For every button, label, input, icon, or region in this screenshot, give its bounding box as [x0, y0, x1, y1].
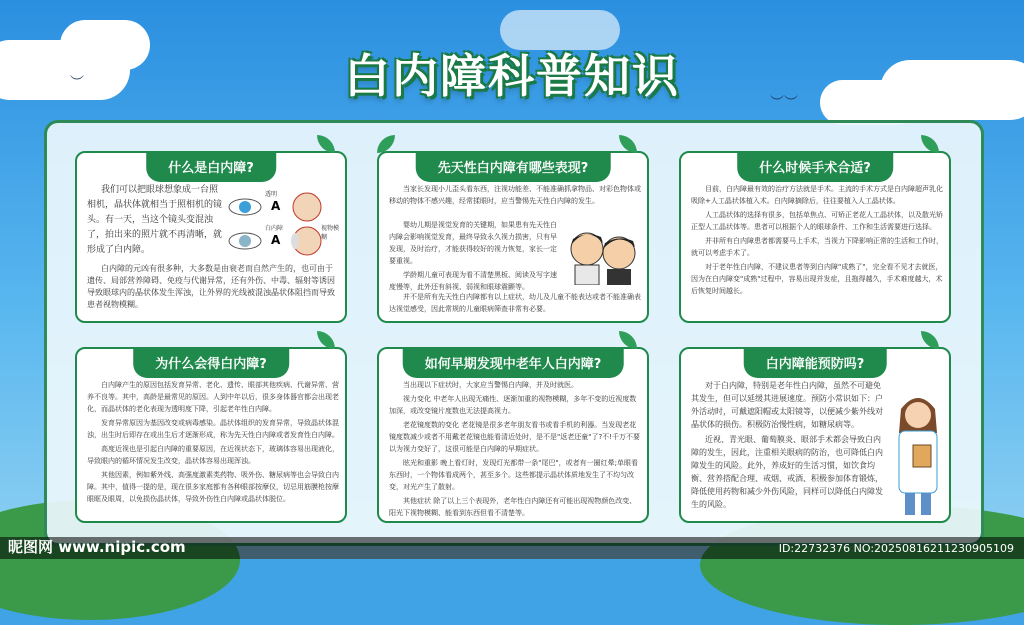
paragraph: 对于老年性白内障，不建议患者等到白内障"成熟了"，完全看不见才去就医，因为在白内障变"成熟"过程中，容易出现并发症，且拖得越久，手术难度越大，术后恢复时间越长。 [691, 263, 943, 295]
paragraph: 并非所有白内障患者都需要马上手术，当视力下降影响正常的生活和工作时，就可以考虑手术了。 [691, 237, 943, 257]
paragraph: 近视、青光眼、葡萄膜炎、眼部手术都会导致白内障的发生，因此，注重相关眼病的防治，也可降低白内障发生的风险。此外，养成好的生活习惯，如饮食均衡、营养搭配合理、戒烟、戒酒、积极参加体育锻炼，降低使用药物和减少外伤风险，同样可以降低白内障发生的风险。 [691, 435, 883, 509]
card-early-detection [377, 347, 649, 523]
card-body [87, 183, 222, 260]
watermark-logo: 昵图网 www.nipic.com [8, 538, 186, 556]
diagram-label: 白内障 [265, 225, 284, 232]
diagram-label: A [271, 199, 281, 213]
paragraph: 并不是所有先天性白内障都有以上症状，幼儿及儿童不能表达或者不能准确表达视觉感受，因此常规的儿童眼病筛查非常有必要。 [389, 293, 641, 313]
diagram-label: 视物模糊 [321, 225, 340, 241]
watermark-bar [0, 537, 1024, 559]
card-body [87, 263, 339, 313]
diagram-label: 透明 [265, 191, 278, 198]
card-body [389, 219, 561, 295]
card-prevention [679, 347, 951, 523]
card-heading: 白内障能预防吗? [744, 347, 887, 378]
paragraph: 视力变化 中老年人出现无痛性、逐渐加重的视物模糊，多年不变的近视度数加深，或改变镜片度数也无法提高视力。 [389, 395, 637, 415]
paragraph: 眩光和重影 晚上看灯时，发现灯光都带一条"尾巴"，或者有一圈红晕;单眼看东西时，一个物体看成两个，甚至多个。这些都提示晶状体质地发生了不均匀改变，对光产生了散射。 [389, 459, 639, 491]
paragraph: 学龄期儿童可表现为看不清楚黑板、阅读及写字速度慢等，此外还有斜视、弱视和眼球震颤等。 [389, 271, 557, 291]
content-board [44, 120, 984, 546]
paragraph: 高度近视也是引起白内障的重要原因，在近视状态下，玻璃体容易出现液化，导致眼内的循环情况发生改变，晶状体容易出现浑浊。 [87, 445, 339, 465]
card-heading: 如何早期发现中老年人白内障? [403, 347, 624, 378]
paragraph: 白内障的元凶有很多种，大多数是由衰老而自然产生的，也可由于遗传、局部营养障碍、免疫与代谢异常，还有外伤、中毒、辐射等诱因导致眼球内的晶状体发生浑浊，让外界的光线被混浊晶状体阻挡而导致患者视物模糊。 [87, 264, 335, 309]
paragraph: 其他症状 除了以上三个表现外，老年性白内障还有可能出现视物颜色改变、阳光下视物模糊、能看到东西但看不清楚等。 [389, 497, 637, 517]
paragraph: 其他因素，例如紫外线、高强度激素类药物、吸外伤、糖尿病等也会导致白内障。其中，值得一提的是，现在很多家庭都有各种眼部按摩仪，切忌用筋膜枪按摩眼眶及眼周，以免损伤晶状体，导致外伤性白内障或晶状体脱位。 [87, 471, 339, 503]
card-heading: 为什么会得白内障? [133, 347, 289, 378]
card-body [389, 379, 641, 521]
boys-cartoon-icon [565, 221, 643, 285]
paragraph: 我们可以把眼球想象成一台照相机，晶状体就相当于照相机的镜头。有一天，当这个镜头变混浊了，拍出来的照片就不再清晰，就形成了白内障。 [87, 185, 223, 255]
paragraph: 发育异常原因为基因改变或病毒感染。晶状体组织的发育异常，导致晶状体混浊，出生时后即存在或出生后才逐渐形成，称为先天性白内障或者发育性白内障。 [87, 419, 339, 439]
paragraph: 人工晶状体的选择有很多，包括单焦点、可矫正老花人工晶状体，以及散光矫正型人工晶状体等。患者可以根据个人的眼球条件、工作和生活需要进行选择。 [691, 211, 943, 231]
paragraph: 当出现以下症状时，大家应当警惕白内障，并及时就医。 [403, 381, 578, 389]
card-heading: 什么是白内障? [146, 151, 276, 182]
diagram-label: A [271, 233, 281, 247]
paragraph: 婴幼儿期是视觉发育的关键期，如果患有先天性白内障会影响视觉发育，最终导致永久视力损害，只有早发现，及时治疗，才能获得较好的视力恢复，家长一定要重视。 [389, 221, 557, 265]
card-heading: 先天性白内障有哪些表现? [416, 151, 611, 182]
eye-illustration [227, 189, 339, 263]
paragraph: 目前，白内障最有效的治疗方法就是手术。主流的手术方式是白内障超声乳化吸除+人工晶状体植入术。白内障摘除后，往往要植入人工晶状体。 [691, 185, 943, 205]
card-heading: 什么时候手术合适? [737, 151, 893, 182]
card-surgery-timing [679, 151, 951, 323]
card-body [389, 291, 641, 317]
doctor-cartoon-icon [889, 389, 947, 519]
card-congenital-cataract [377, 151, 649, 323]
paragraph: 老花镜度数的变化 老花镜是很多老年朋友看书或看手机的利器。当发现老花镜度数减少或者不用戴老花镜也能看清近处时，是不是"返老还童"了?不!千万不要以为视力变好了，这很可能是白内障的早期症状。 [389, 421, 640, 453]
card-body [87, 379, 339, 507]
doctor-illustration [889, 389, 947, 519]
children-illustration [565, 221, 643, 285]
card-body [389, 183, 641, 209]
card-body [691, 183, 943, 299]
card-causes [75, 347, 347, 523]
card-what-is-cataract [75, 151, 347, 323]
bird-icon: ︶ [70, 75, 84, 91]
paragraph: 白内障产生的原因包括发育异常、老化、遗传、眼部其他疾病、代谢异常、营养不良等。其中，高龄是最常见的原因。人到中年以后，很多身体器官都会出现老化，而晶状体的老化表现为透明度下降，引起老年性白内障。 [87, 381, 339, 413]
watermark-id: ID:22732376 NO:20250816211230905109 [778, 542, 1014, 555]
bird-icon: ︶︶ [770, 95, 798, 111]
paragraph: 对于白内障，特别是老年性白内障，虽然不可避免其发生，但可以延缓其进展速度。预防小常识如下：户外活动时，可戴遮阳帽或太阳镜等，以便减少紫外线对晶状体的损伤。积极防治慢性病，如糖尿病等。 [691, 381, 883, 429]
card-body [691, 379, 887, 513]
poster-title: 白内障科普知识 [344, 49, 680, 103]
paragraph: 当家长发现小儿歪头看东西，注视功能差、不能准确抓拿物品、对彩色物体或移动的物体不感兴趣，经常揉眼时，应当警惕先天性白内障的发生。 [389, 185, 641, 205]
